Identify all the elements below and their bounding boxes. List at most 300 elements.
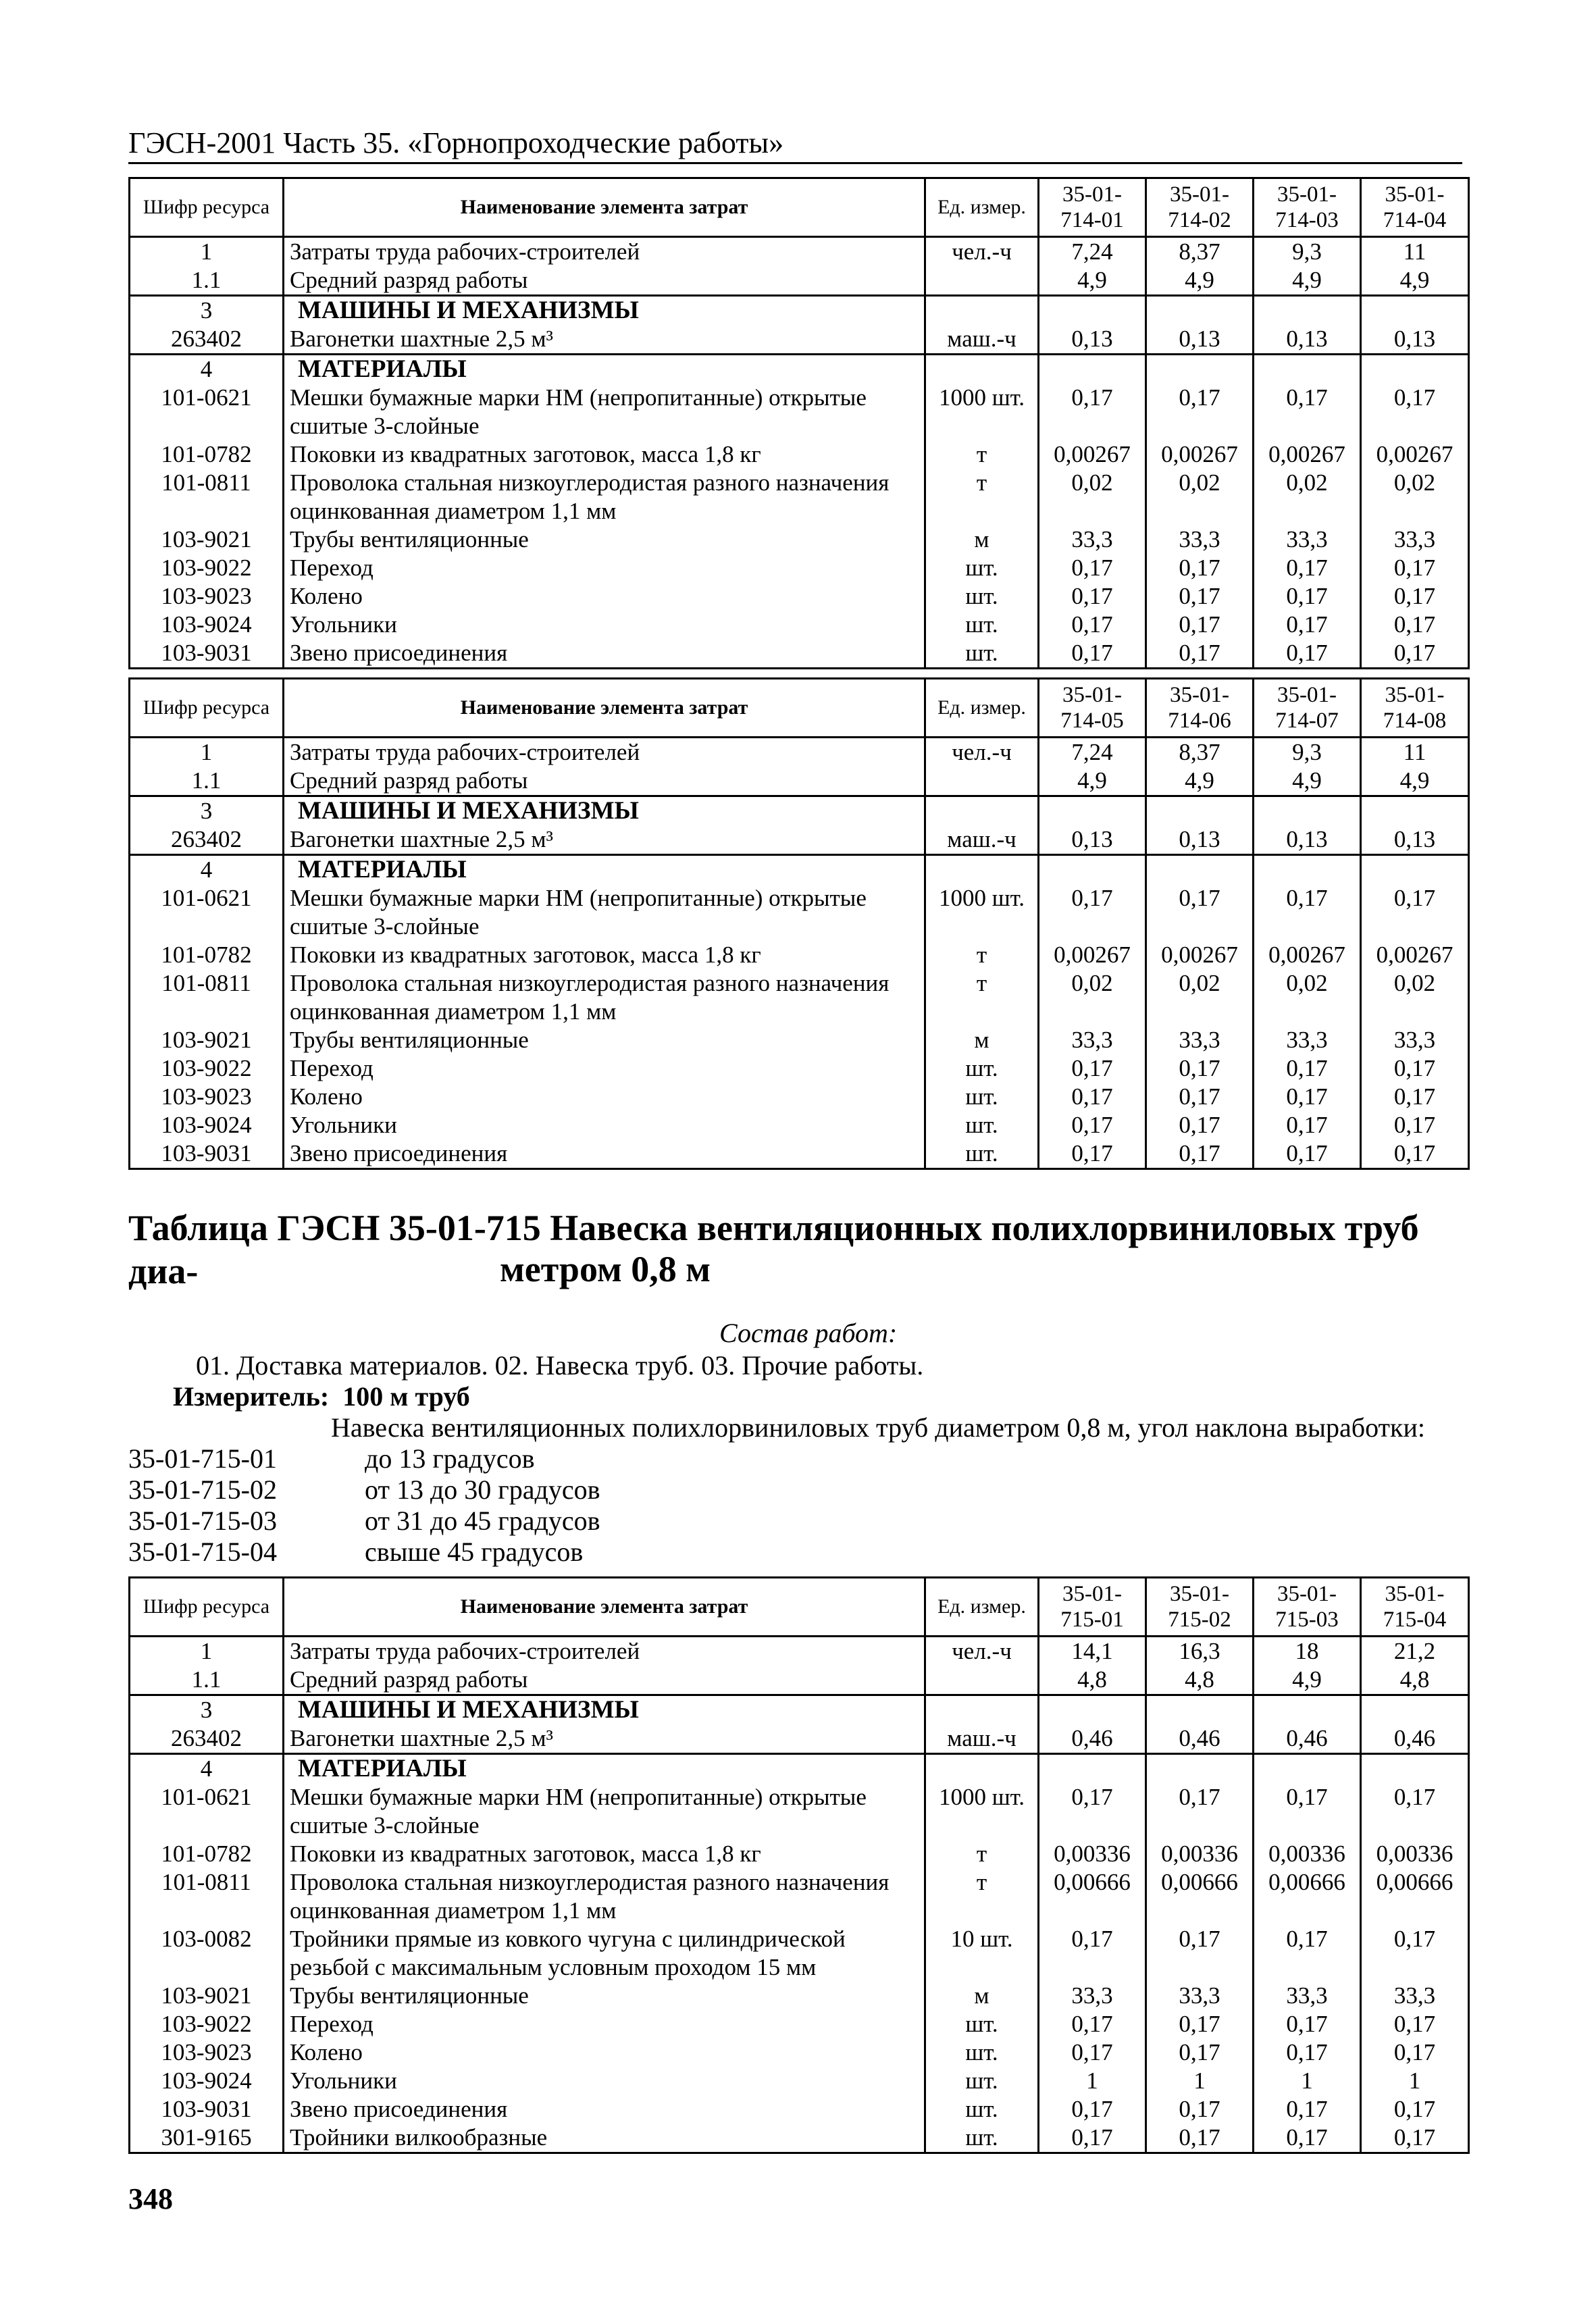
row-value: 4,9 [1254,767,1361,796]
table-row [130,582,1469,611]
row-value: 0,17 [1146,2095,1254,2124]
page-number: 348 [128,2182,173,2215]
row-value: 11 [1361,237,1469,267]
table-row [130,384,1469,440]
row-code: 103-9022 [130,2010,284,2038]
row-value: 0,13 [1146,325,1254,355]
row-code: 1 [130,738,284,767]
row-code: 103-0082 [130,1925,284,1982]
row-value: 0,17 [1254,884,1361,941]
row-value: 0,00267 [1361,440,1469,469]
variant-text: от 31 до 45 градусов [365,1506,600,1536]
row-value: 4,9 [1361,266,1469,296]
row-name: Переход [284,1054,925,1083]
row-value [1146,855,1254,885]
row-code: 3 [130,296,284,326]
row-value: 0,02 [1361,469,1469,525]
row-unit [925,1666,1039,1695]
table-row [130,2095,1469,2124]
row-value: 0,17 [1361,2095,1469,2124]
row-value: 0,00267 [1254,440,1361,469]
row-code: 103-9024 [130,1111,284,1139]
header-code: Шифр ресурса [130,679,284,738]
variant-row [128,1443,535,1474]
table-row [130,355,1469,384]
row-value: 33,3 [1361,1026,1469,1054]
row-value: 0,17 [1361,384,1469,440]
running-header: ГЭСН-2001 Часть 35. «Горнопроходческие работы» [128,126,784,159]
row-value: 0,00267 [1146,941,1254,969]
row-unit: маш.-ч [925,325,1039,355]
header-norm-code: 35-01- 714-01 [1039,178,1146,237]
header-code: Шифр ресурса [130,1578,284,1637]
row-value: 33,3 [1039,1026,1146,1054]
row-code: 101-0782 [130,440,284,469]
row-value [1361,1695,1469,1725]
row-value: 0,46 [1254,1724,1361,1754]
row-value: 0,17 [1146,1925,1254,1982]
row-value: 8,37 [1146,237,1254,267]
row-value: 0,00336 [1254,1840,1361,1868]
header-norm-code: 35-01- 715-01 [1039,1578,1146,1637]
row-value: 33,3 [1146,1982,1254,2010]
row-code: 3 [130,1695,284,1725]
row-code: 4 [130,1754,284,1784]
row-name: Переход [284,554,925,582]
row-value: 4,9 [1254,1666,1361,1695]
row-unit: шт. [925,1054,1039,1083]
row-value: 1 [1361,2067,1469,2095]
table-row [130,1868,1469,1925]
row-code: 101-0811 [130,969,284,1026]
header-norm-code: 35-01- 715-04 [1361,1578,1469,1637]
measure-label: Измеритель: [173,1381,330,1412]
row-value: 0,17 [1039,582,1146,611]
row-value: 0,17 [1361,2038,1469,2067]
row-name: Мешки бумажные марки НМ (непропитанные) открытые сшитые 3-слойные [284,1783,925,1840]
row-value: 0,17 [1254,639,1361,669]
row-unit [925,796,1039,826]
row-value: 0,02 [1146,969,1254,1026]
row-value: 0,17 [1146,2010,1254,2038]
header-unit: Ед. измер. [925,178,1039,237]
row-value [1361,296,1469,326]
row-code: 103-9024 [130,611,284,639]
row-value: 0,00666 [1361,1868,1469,1925]
header-name: Наименование элемента затрат [284,679,925,738]
row-value: 0,17 [1039,1111,1146,1139]
row-value: 8,37 [1146,738,1254,767]
table-row [130,1026,1469,1054]
table-row [130,767,1469,796]
row-name: Переход [284,2010,925,2038]
row-unit: шт. [925,2095,1039,2124]
row-value: 0,17 [1039,1925,1146,1982]
row-value: 4,9 [1146,767,1254,796]
table-row [130,525,1469,554]
row-unit: шт. [925,1139,1039,1169]
row-code: 103-9021 [130,525,284,554]
table-row [130,296,1469,326]
row-unit: т [925,1868,1039,1925]
header-norm-code: 35-01- 714-05 [1039,679,1146,738]
row-value: 0,17 [1039,384,1146,440]
row-code: 103-9031 [130,639,284,669]
row-value: 0,02 [1254,469,1361,525]
row-value: 4,8 [1361,1666,1469,1695]
row-code: 1.1 [130,767,284,796]
row-name: Вагонетки шахтные 2,5 м³ [284,825,925,855]
row-code: 4 [130,355,284,384]
row-unit: м [925,1982,1039,2010]
row-code: 101-0621 [130,884,284,941]
row-value: 7,24 [1039,738,1146,767]
header-unit: Ед. измер. [925,1578,1039,1637]
header-rule [128,162,1462,164]
row-name: Трубы вентиляционные [284,1026,925,1054]
header-norm-code: 35-01- 714-02 [1146,178,1254,237]
header-norm-code: 35-01- 714-06 [1146,679,1254,738]
row-value: 14,1 [1039,1637,1146,1666]
row-unit: шт. [925,2067,1039,2095]
row-value: 0,46 [1146,1724,1254,1754]
row-unit: 1000 шт. [925,384,1039,440]
row-value: 0,00267 [1254,941,1361,969]
variant-text: свыше 45 градусов [365,1537,584,1567]
row-value: 33,3 [1361,1982,1469,2010]
variants-intro: Навеска вентиляционных полихлорвиниловых труб диаметром 0,8 м, угол наклона выработки: [331,1412,1425,1443]
row-value: 0,17 [1039,2010,1146,2038]
row-value: 0,02 [1361,969,1469,1026]
variant-code: 35-01-715-03 [128,1506,277,1536]
table-row [130,2038,1469,2067]
row-value [1039,296,1146,326]
row-value: 0,17 [1146,1139,1254,1169]
table-row [130,2067,1469,2095]
row-value: 4,8 [1146,1666,1254,1695]
row-value: 0,17 [1039,611,1146,639]
table-row [130,941,1469,969]
row-unit: т [925,941,1039,969]
row-value [1361,855,1469,885]
row-value: 18 [1254,1637,1361,1666]
row-value: 11 [1361,738,1469,767]
row-value: 0,17 [1361,2010,1469,2038]
table-row [130,884,1469,941]
row-value [1146,296,1254,326]
row-value: 0,17 [1146,2038,1254,2067]
row-value: 0,02 [1254,969,1361,1026]
row-value: 0,13 [1039,325,1146,355]
table-row [130,1054,1469,1083]
row-value: 0,17 [1039,1083,1146,1111]
row-value: 0,17 [1361,1139,1469,1169]
row-value: 0,17 [1361,884,1469,941]
row-code: 101-0621 [130,1783,284,1840]
row-value: 4,9 [1254,266,1361,296]
table-row [130,266,1469,296]
row-name: Затраты труда рабочих-строителей [284,738,925,767]
table-row [130,1724,1469,1754]
row-value: 0,17 [1254,2010,1361,2038]
row-value: 0,13 [1146,825,1254,855]
row-value: 0,17 [1146,582,1254,611]
row-value [1146,1754,1254,1784]
variant-row [128,1474,600,1506]
row-unit: т [925,1840,1039,1868]
row-value: 21,2 [1361,1637,1469,1666]
row-value: 0,17 [1361,1054,1469,1083]
row-value [1039,855,1146,885]
table-row [130,440,1469,469]
row-code: 103-9021 [130,1982,284,2010]
header-name: Наименование элемента затрат [284,178,925,237]
row-unit: чел.-ч [925,738,1039,767]
table-row [130,1139,1469,1169]
row-code: 101-0811 [130,1868,284,1925]
row-value [1254,1695,1361,1725]
table-row [130,554,1469,582]
works-list: 01. Доставка материалов. 02. Навеска труб. 03. Прочие работы. [196,1350,924,1381]
row-name: Поковки из квадратных заготовок, масса 1,8 кг [284,1840,925,1868]
row-value [1361,355,1469,384]
table-row [130,1637,1469,1666]
row-value: 0,00267 [1039,440,1146,469]
row-value: 0,17 [1146,384,1254,440]
table-row [130,611,1469,639]
row-unit [925,855,1039,885]
row-code: 263402 [130,1724,284,1754]
table-row [130,237,1469,267]
row-unit [925,767,1039,796]
row-value: 0,17 [1361,1083,1469,1111]
row-value: 0,17 [1254,2095,1361,2124]
row-name: Тройники вилкообразные [284,2124,925,2153]
row-code: 103-9021 [130,1026,284,1054]
row-value: 1 [1254,2067,1361,2095]
row-name: МАШИНЫ И МЕХАНИЗМЫ [284,1695,925,1725]
row-code: 1.1 [130,1666,284,1695]
variant-text: от 13 до 30 градусов [365,1474,600,1505]
row-value: 0,13 [1039,825,1146,855]
row-value: 33,3 [1146,1026,1254,1054]
row-value: 4,9 [1039,767,1146,796]
row-unit [925,1695,1039,1725]
table-header-row [130,178,1469,237]
header-norm-code: 35-01- 714-04 [1361,178,1469,237]
row-unit: чел.-ч [925,237,1039,267]
row-value: 0,17 [1254,2038,1361,2067]
row-unit: маш.-ч [925,825,1039,855]
variant-text: до 13 градусов [365,1443,535,1474]
row-value: 9,3 [1254,237,1361,267]
row-value: 16,3 [1146,1637,1254,1666]
row-value [1039,1695,1146,1725]
row-value: 1 [1146,2067,1254,2095]
row-unit: шт. [925,582,1039,611]
row-value: 0,13 [1254,325,1361,355]
row-value: 0,02 [1039,469,1146,525]
row-value: 0,17 [1254,582,1361,611]
row-value [1361,1754,1469,1784]
row-value: 1 [1039,2067,1146,2095]
row-code: 101-0782 [130,1840,284,1868]
table-row [130,325,1469,355]
row-value: 0,17 [1146,884,1254,941]
row-value: 4,9 [1361,767,1469,796]
table-row [130,796,1469,826]
row-value: 0,17 [1361,611,1469,639]
row-code: 301-9165 [130,2124,284,2153]
row-unit: т [925,969,1039,1026]
table-row [130,1783,1469,1840]
row-name: Колено [284,1083,925,1111]
row-value: 33,3 [1039,1982,1146,2010]
row-name: Угольники [284,1111,925,1139]
measure-value: 100 м труб [342,1381,470,1412]
row-value: 0,00267 [1039,941,1146,969]
variant-code: 35-01-715-02 [128,1474,277,1505]
measure [173,1381,470,1412]
row-code: 103-9022 [130,1054,284,1083]
resource-table-715 [128,1576,1470,2154]
table-row [130,1111,1469,1139]
table-header-row [130,679,1469,738]
row-value: 33,3 [1254,1026,1361,1054]
table-row [130,1695,1469,1725]
row-unit [925,296,1039,326]
row-value: 0,17 [1146,1783,1254,1840]
row-unit [925,355,1039,384]
row-unit: шт. [925,639,1039,669]
row-value: 0,46 [1361,1724,1469,1754]
row-value: 0,17 [1254,1083,1361,1111]
row-unit: маш.-ч [925,1724,1039,1754]
row-name: Звено присоединения [284,2095,925,2124]
table-row [130,825,1469,855]
row-value: 0,17 [1039,2124,1146,2153]
row-value: 0,17 [1146,1111,1254,1139]
row-value: 0,00336 [1146,1840,1254,1868]
row-value: 33,3 [1146,525,1254,554]
row-value: 0,17 [1361,1925,1469,1982]
row-unit [925,1754,1039,1784]
row-value: 0,17 [1254,384,1361,440]
row-name: Средний разряд работы [284,1666,925,1695]
row-value: 33,3 [1361,525,1469,554]
row-code: 101-0782 [130,941,284,969]
row-value: 0,13 [1254,825,1361,855]
row-value: 33,3 [1039,525,1146,554]
row-value [1039,355,1146,384]
row-value: 0,17 [1254,611,1361,639]
row-value: 0,17 [1146,639,1254,669]
row-unit: т [925,440,1039,469]
row-value: 0,17 [1254,1139,1361,1169]
row-value: 0,13 [1361,325,1469,355]
row-name: Средний разряд работы [284,266,925,296]
row-value: 0,00336 [1361,1840,1469,1868]
row-code: 103-9024 [130,2067,284,2095]
row-value: 0,00666 [1254,1868,1361,1925]
row-value: 0,17 [1039,2095,1146,2124]
row-value: 0,00267 [1146,440,1254,469]
variant-code: 35-01-715-01 [128,1443,277,1474]
row-unit: т [925,469,1039,525]
composition-label: Состав работ: [719,1318,898,1348]
row-name: Проволока стальная низкоуглеродистая разного назначения оцинкованная диаметром 1,1 мм [284,469,925,525]
row-unit: шт. [925,2038,1039,2067]
header-norm-code: 35-01- 715-02 [1146,1578,1254,1637]
row-value [1039,796,1146,826]
row-code: 103-9031 [130,2095,284,2124]
row-value: 0,17 [1361,1783,1469,1840]
row-code: 103-9023 [130,1083,284,1111]
row-value: 0,17 [1254,1783,1361,1840]
row-value [1146,1695,1254,1725]
row-unit: 10 шт. [925,1925,1039,1982]
row-name: Колено [284,582,925,611]
row-code: 103-9022 [130,554,284,582]
row-unit: шт. [925,554,1039,582]
variant-row [128,1505,600,1537]
table-row [130,1083,1469,1111]
row-value: 0,00666 [1039,1868,1146,1925]
row-code: 1 [130,1637,284,1666]
row-code: 103-9031 [130,1139,284,1169]
row-value: 0,02 [1039,969,1146,1026]
row-value: 33,3 [1254,525,1361,554]
row-name: Трубы вентиляционные [284,1982,925,2010]
row-name: МАТЕРИАЛЫ [284,355,925,384]
row-code: 103-9023 [130,2038,284,2067]
variant-code: 35-01-715-04 [128,1537,277,1567]
row-code: 263402 [130,325,284,355]
row-value: 0,17 [1039,884,1146,941]
table-row [130,2010,1469,2038]
row-name: Мешки бумажные марки НМ (непропитанные) открытые сшитые 3-слойные [284,884,925,941]
row-value: 0,17 [1361,582,1469,611]
row-value [1254,355,1361,384]
row-name: Угольники [284,2067,925,2095]
row-name: Затраты труда рабочих-строителей [284,1637,925,1666]
row-value: 0,46 [1039,1724,1146,1754]
row-name: Вагонетки шахтные 2,5 м³ [284,325,925,355]
table-title-line1: Таблица ГЭСН 35-01-715 Навеска вентиляционных полихлорвиниловых труб диа- [128,1208,1419,1291]
row-name: Звено присоединения [284,639,925,669]
row-value: 0,17 [1039,1783,1146,1840]
row-value: 0,13 [1361,825,1469,855]
row-name: Колено [284,2038,925,2067]
row-name: Звено присоединения [284,1139,925,1169]
row-unit: м [925,525,1039,554]
row-value: 4,8 [1039,1666,1146,1695]
table-row [130,1982,1469,2010]
row-unit: 1000 шт. [925,1783,1039,1840]
row-value [1254,1754,1361,1784]
header-norm-code: 35-01- 714-03 [1254,178,1361,237]
row-name: Мешки бумажные марки НМ (непропитанные) открытые сшитые 3-слойные [284,384,925,440]
row-code: 1.1 [130,266,284,296]
row-code: 4 [130,855,284,885]
row-value: 4,9 [1039,266,1146,296]
table-row [130,1666,1469,1695]
resource-table-714-05-08 [128,677,1470,1170]
row-value: 0,17 [1254,1111,1361,1139]
row-code: 101-0811 [130,469,284,525]
header-norm-code: 35-01- 714-08 [1361,679,1469,738]
table-row [130,969,1469,1026]
